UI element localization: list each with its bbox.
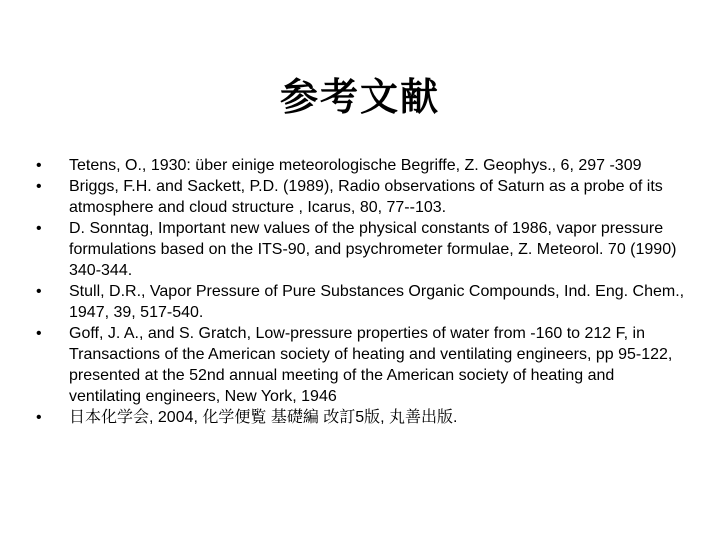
reference-text: Stull, D.R., Vapor Pressure of Pure Substances Organic Compounds, Ind. Eng. Chem., 1947, 39, 517-540. (69, 283, 685, 321)
reference-text: Briggs, F.H. and Sackett, P.D. (1989), Radio observations of Saturn as a probe of its atmosphere and cloud structure , Icarus, 80, 77--103. (69, 178, 663, 216)
list-item (36, 218, 686, 281)
reference-text: Goff, J. A., and S. Gratch, Low-pressure properties of water from -160 to 212 F, in Transactions of the American society of heating and ventilating engineers, pp 95-122, presented at the 52nd annual meeting of the American society of heating and ventilating engineers, New York, 1946 (69, 325, 673, 405)
list-item (36, 281, 686, 323)
list-item (36, 323, 686, 407)
bullet-icon: • (36, 409, 42, 426)
reference-text: D. Sonntag, Important new values of the physical constants of 1986, vapor pressure formulations based on the ITS-90, and psychrometer formulae, Z. Meteorol. 70 (1990) 340-344. (69, 220, 677, 279)
reference-list (36, 155, 686, 428)
list-item (36, 155, 686, 176)
bullet-icon: • (36, 157, 42, 174)
bullet-icon: • (36, 178, 42, 195)
list-item (36, 407, 686, 428)
reference-text: 日本化学会, 2004, 化学便覧 基礎編 改訂5版, 丸善出版. (69, 409, 458, 426)
bullet-icon: • (36, 325, 42, 342)
list-item (36, 176, 686, 218)
bullet-icon: • (36, 283, 42, 300)
reference-text: Tetens, O., 1930: über einige meteorologische Begriffe, Z. Geophys., 6, 297 -309 (69, 157, 642, 174)
bullet-icon: • (36, 220, 42, 237)
page-title: 参考文献 (279, 75, 440, 120)
